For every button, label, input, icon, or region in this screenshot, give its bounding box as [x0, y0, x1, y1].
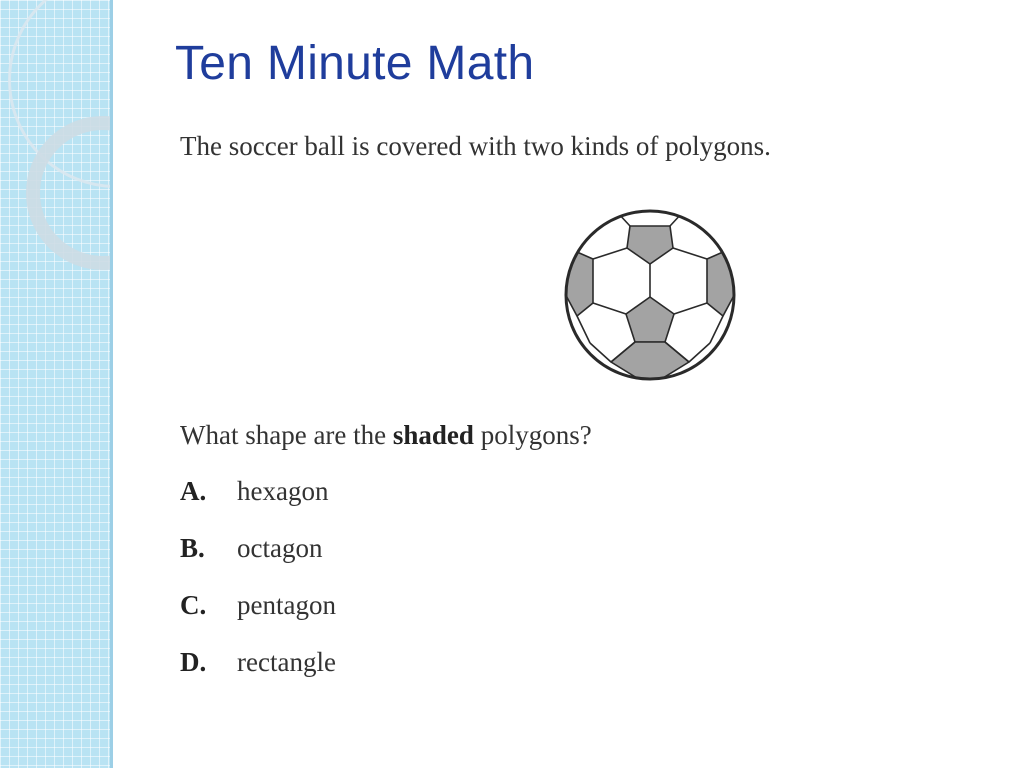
question-text [180, 420, 592, 451]
option-letter: A. [180, 476, 207, 506]
option-text: octagon [237, 533, 323, 563]
intro-text: The soccer ball is covered with two kinds of polygons. [180, 131, 771, 161]
option-text: rectangle [237, 647, 336, 677]
option-text: pentagon [237, 590, 336, 620]
option-letter: D. [180, 647, 207, 677]
question-prefix: What shape are the [180, 420, 393, 450]
question-suffix: polygons? [473, 420, 592, 450]
soccer-ball-image [563, 208, 737, 382]
decorative-sidebar [0, 0, 113, 768]
slide-title: Ten Minute Math [175, 37, 535, 90]
option-text: hexagon [237, 476, 329, 506]
option-letter: C. [180, 590, 207, 620]
question-emphasis: shaded [392, 420, 474, 450]
sidebar-edge [110, 0, 113, 768]
option-letter: B. [180, 533, 205, 563]
